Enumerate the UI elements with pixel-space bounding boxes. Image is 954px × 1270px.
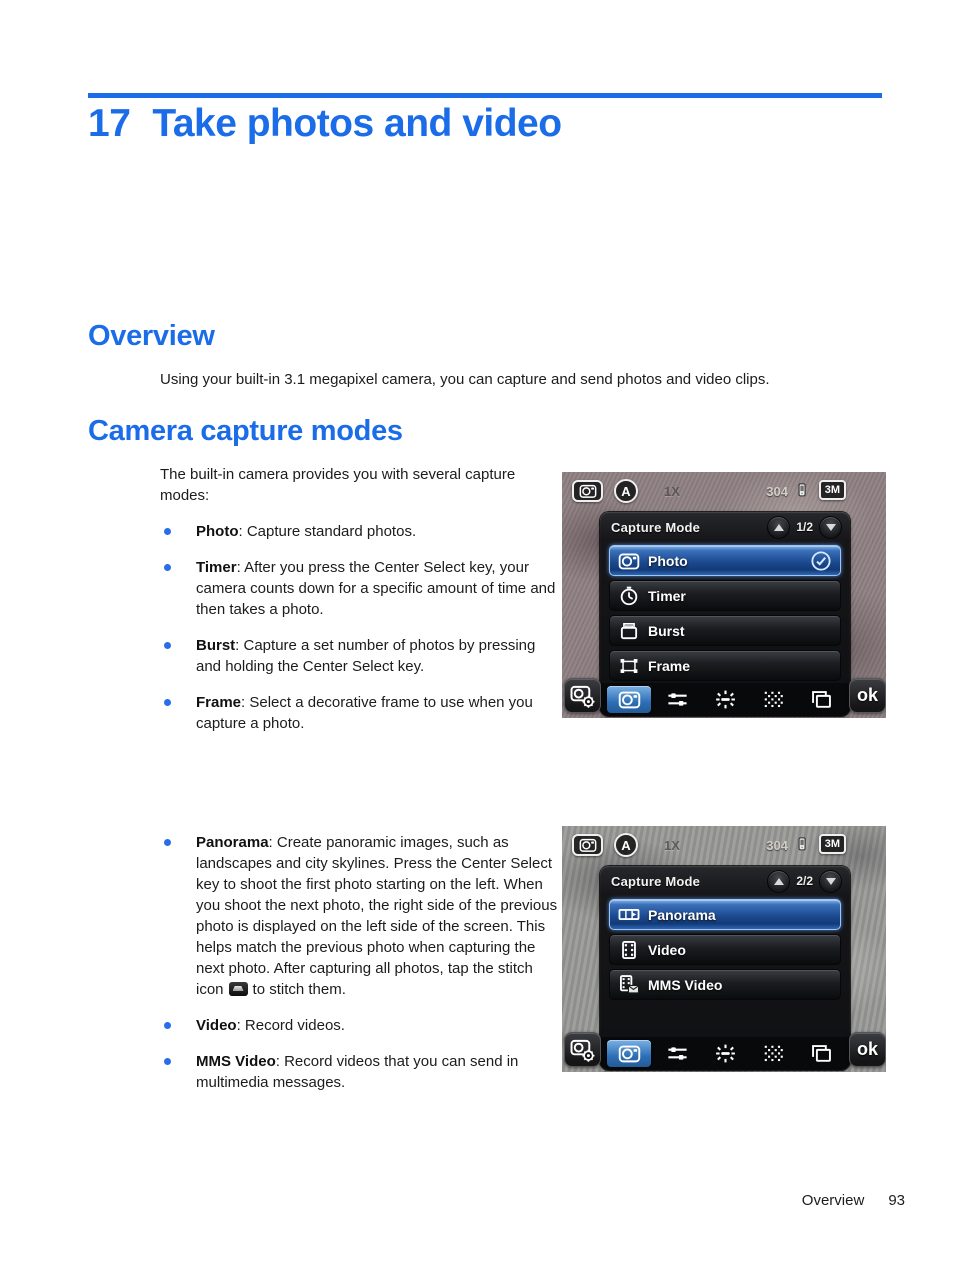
menu-item-photo[interactable]: [609, 545, 841, 576]
camera-icon: [618, 550, 640, 572]
page-indicator: 1/2: [796, 520, 813, 534]
mode-desc: : Select a decorative frame to use when you capture a photo.: [196, 694, 533, 732]
auto-mode-letter: A: [621, 483, 631, 499]
page-up-button[interactable]: [767, 870, 790, 893]
toolbar-capture-mode-button[interactable]: [607, 1040, 651, 1067]
video-icon: [618, 939, 640, 961]
camera-settings-icon: [570, 1037, 596, 1063]
toolbar-capture-mode-button[interactable]: [607, 686, 651, 713]
menu-item-panorama[interactable]: [609, 899, 841, 930]
down-arrow-icon: [826, 524, 836, 531]
mode-list-item-panorama: [160, 832, 559, 1000]
capture-modes-heading: Camera capture modes: [88, 415, 403, 447]
camera-screenshot-1: [562, 472, 886, 718]
camera-mode-status-icon: [572, 480, 603, 502]
zoom-level: 1X: [664, 838, 680, 853]
panel-title: Capture Mode: [611, 519, 701, 535]
page-indicator: 2/2: [796, 874, 813, 888]
frame-icon: [618, 655, 640, 677]
capture-modes-text-block-2: [160, 832, 559, 1108]
up-arrow-icon: [774, 524, 784, 531]
menu-item-label: Burst: [648, 622, 685, 639]
footer-section: Overview: [801, 1192, 865, 1209]
mode-desc: : Capture standard photos.: [238, 523, 417, 540]
camera-settings-button[interactable]: [564, 678, 601, 713]
mode-term: Burst: [196, 637, 236, 654]
panel-header: [600, 512, 850, 542]
mode-list-item-burst: [160, 635, 559, 677]
auto-mode-icon: [614, 833, 638, 857]
menu-item-burst[interactable]: [609, 615, 841, 646]
sliders-icon: [666, 688, 689, 711]
capture-modes-list-1: [160, 521, 559, 734]
battery-icon: [794, 480, 810, 500]
shots-remaining-count: 304: [766, 484, 788, 499]
mode-list-item-video: [160, 1015, 559, 1036]
overview-heading: Overview: [88, 320, 215, 352]
mode-term: Panorama: [196, 834, 269, 851]
menu-item-label: Frame: [648, 657, 691, 674]
page-down-button[interactable]: [819, 870, 842, 893]
toolbar-brightness-button[interactable]: [703, 686, 747, 713]
display-size-icon: [810, 1042, 833, 1065]
capture-mode-menu: [600, 896, 850, 1000]
capture-mode-menu: [600, 542, 850, 681]
ok-label: ok: [856, 685, 878, 705]
toolbar-display-size-button[interactable]: [799, 686, 843, 713]
camera-settings-button[interactable]: [564, 1032, 601, 1067]
menu-item-video[interactable]: [609, 934, 841, 965]
ok-button[interactable]: [849, 1032, 886, 1067]
capture-modes-list-2: [160, 832, 559, 1093]
camera-screenshot-2: [562, 826, 886, 1072]
mode-desc: : Capture a set number of photos by pressing and holding the Center Select key.: [196, 637, 536, 675]
overview-paragraph: Using your built-in 3.1 megapixel camera, you can capture and send photos and video clips.: [160, 371, 770, 388]
mms-video-icon: [618, 974, 640, 996]
panel-title: Capture Mode: [611, 873, 701, 889]
dither-pattern-icon: [762, 1043, 784, 1065]
menu-item-mms-video[interactable]: [609, 969, 841, 1000]
brightness-icon: [714, 688, 737, 711]
toolbar-display-size-button[interactable]: [799, 1040, 843, 1067]
toolbar-effects-button[interactable]: [751, 686, 795, 713]
camera-settings-icon: [570, 683, 596, 709]
camera-toolbar: [600, 683, 850, 716]
mode-desc: : Record videos that you can send in multimedia messages.: [196, 1053, 519, 1091]
shots-remaining-count: 304: [766, 838, 788, 853]
menu-item-label: Video: [648, 941, 686, 958]
capture-mode-icon: [618, 1042, 641, 1065]
panel-header: [600, 866, 850, 896]
page-up-button[interactable]: [767, 516, 790, 539]
stitch-icon: [229, 982, 248, 996]
mode-list-item-photo: [160, 521, 559, 542]
zoom-level: 1X: [664, 484, 680, 499]
toolbar-settings-sliders-button[interactable]: [655, 1040, 699, 1067]
menu-item-label: Panorama: [648, 906, 716, 923]
up-arrow-icon: [774, 878, 784, 885]
mode-term: Video: [196, 1017, 237, 1034]
mode-term: Photo: [196, 523, 239, 540]
mode-desc: : Create panoramic images, such as landscapes and city skylines. Press the Center Select key to shoot the first photo starting on the left. When you shoot the next photo, the right side of the previous photo is displayed on the left side of the screen. This helps match the previous photo when capturing the next photo. After capturing all photos, tap the stitch icon: [196, 834, 558, 998]
resolution-badge: 3M: [819, 480, 846, 500]
camera-mode-status-icon: [572, 834, 603, 856]
mode-term: Frame: [196, 694, 242, 711]
toolbar-settings-sliders-button[interactable]: [655, 686, 699, 713]
menu-item-label: Timer: [648, 587, 686, 604]
capture-mode-icon: [618, 688, 641, 711]
down-arrow-icon: [826, 878, 836, 885]
mode-term: Timer: [196, 559, 237, 576]
capture-mode-panel: [600, 866, 850, 1070]
footer-page-number: 93: [888, 1192, 905, 1209]
chapter-rule-divider: [88, 93, 882, 98]
mode-desc: to stitch them.: [252, 981, 346, 998]
capture-mode-panel: [600, 512, 850, 716]
dither-pattern-icon: [762, 689, 784, 711]
sliders-icon: [666, 1042, 689, 1065]
page-down-button[interactable]: [819, 516, 842, 539]
resolution-badge: 3M: [819, 834, 846, 854]
mode-list-item-timer: [160, 557, 559, 620]
check-icon: [810, 550, 832, 572]
mode-term: MMS Video: [196, 1053, 276, 1070]
burst-icon: [618, 620, 640, 642]
chapter-title: Take photos and video: [152, 102, 562, 145]
camera-toolbar: [600, 1037, 850, 1070]
mode-list-item-mms-video: [160, 1051, 559, 1093]
mode-desc: : Record videos.: [236, 1017, 345, 1034]
toolbar-brightness-button[interactable]: [703, 1040, 747, 1067]
menu-item-frame[interactable]: [609, 650, 841, 681]
auto-mode-letter: A: [621, 837, 631, 853]
capture-modes-intro: The built-in camera provides you with several capture modes:: [160, 466, 516, 504]
menu-item-label: Photo: [648, 552, 688, 569]
mode-desc: : After you press the Center Select key, your camera counts down for a specific amount of time and then takes a photo.: [196, 559, 556, 618]
auto-mode-icon: [614, 479, 638, 503]
battery-icon: [794, 834, 810, 854]
menu-item-timer[interactable]: [609, 580, 841, 611]
page-footer: [802, 1192, 905, 1209]
ok-label: ok: [856, 1039, 878, 1059]
menu-item-label: MMS Video: [648, 976, 723, 993]
ok-button[interactable]: [849, 678, 886, 713]
capture-modes-text-block-1: [160, 464, 559, 749]
display-size-icon: [810, 688, 833, 711]
brightness-icon: [714, 1042, 737, 1065]
panorama-icon: [618, 904, 640, 926]
chapter-heading: [88, 102, 562, 146]
timer-icon: [618, 585, 640, 607]
mode-list-item-frame: [160, 692, 559, 734]
chapter-number: 17: [88, 102, 131, 145]
toolbar-effects-button[interactable]: [751, 1040, 795, 1067]
